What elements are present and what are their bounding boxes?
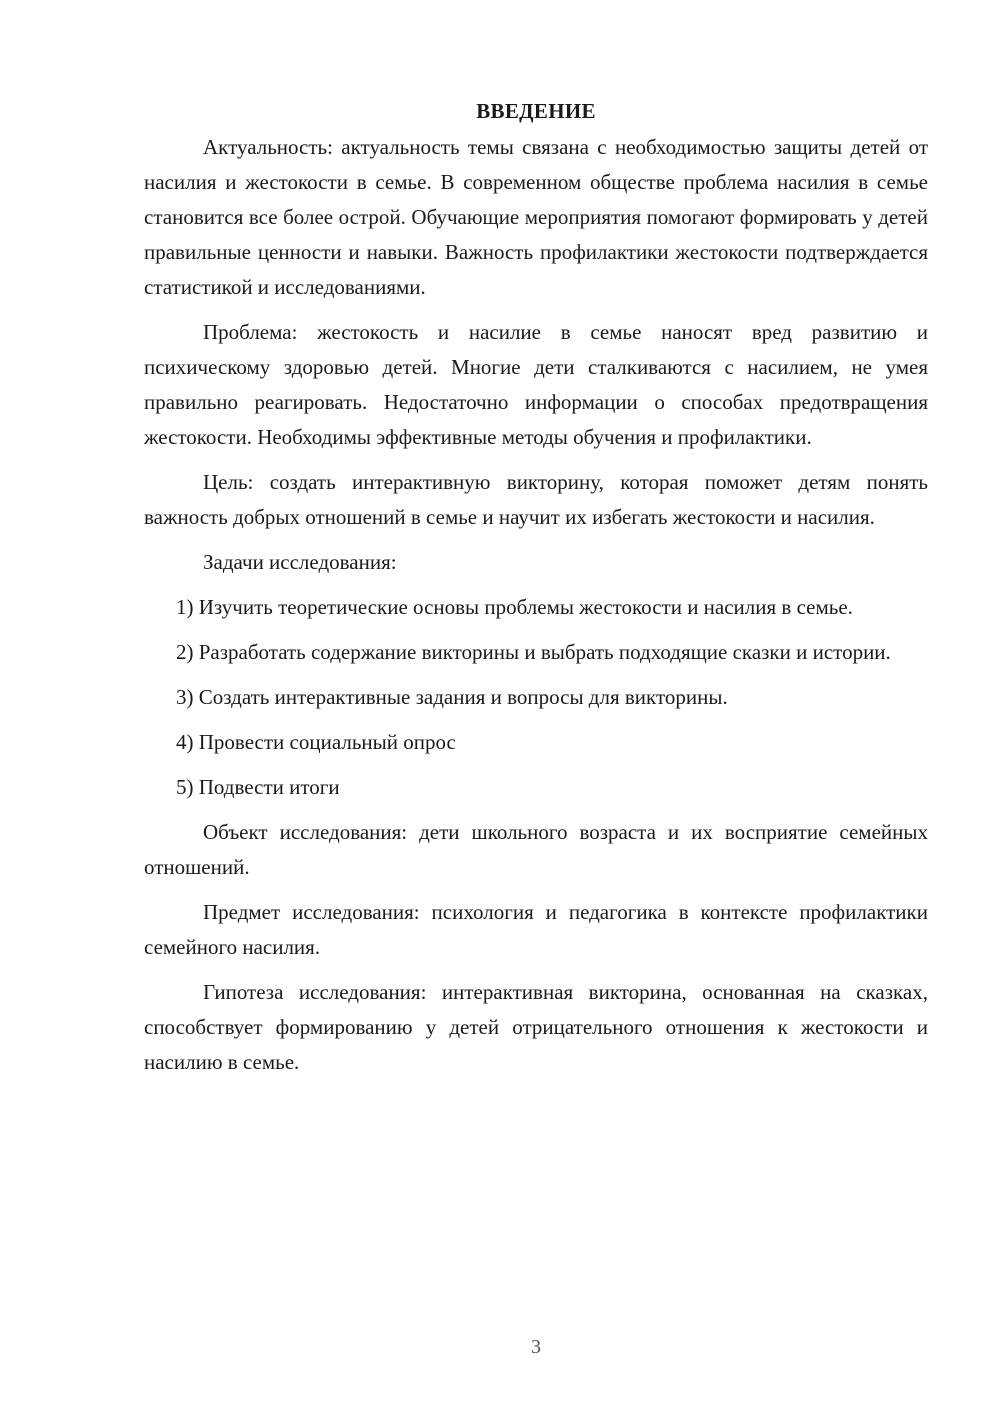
page-content — [144, 94, 928, 1080]
relevance-paragraph: Актуальность: актуальность темы связана с необходимостью защиты детей от насилия и жестокости в семье. В современном обществе проблема насилия в семье становится все более острой. Обучающие мероприятия помогают формировать у детей правильные ценности и навыки. Важность профилактики жестокости подтверждается статистикой и исследованиями. — [144, 135, 928, 299]
object-paragraph: Объект исследования: дети школьного возраста и их восприятие семейных отношений. — [144, 820, 928, 879]
subject-paragraph: Предмет исследования: психология и педагогика в контексте профилактики семейного насилия. — [144, 900, 928, 959]
task-item: 5) Подвести итоги — [176, 775, 340, 799]
task-item: 3) Создать интерактивные задания и вопросы для викторины. — [176, 685, 728, 709]
tasks-list — [144, 590, 928, 805]
task-item: 1) Изучить теоретические основы проблемы жестокости и насилия в семье. — [176, 595, 853, 619]
page-title: ВВЕДЕНИЕ — [476, 99, 596, 123]
page-number: 3 — [531, 1336, 541, 1358]
tasks-heading: Задачи исследования: — [203, 550, 397, 574]
task-item: 2) Разработать содержание викторины и выбрать подходящие сказки и истории. — [176, 640, 891, 664]
hypothesis-paragraph: Гипотеза исследования: интерактивная викторина, основанная на сказках, способствует формированию у детей отрицательного отношения к жестокости и насилию в семье. — [144, 980, 928, 1074]
goal-paragraph: Цель: создать интерактивную викторину, которая поможет детям понять важность добрых отношений в семье и научит их избегать жестокости и насилия. — [144, 470, 928, 529]
task-item: 4) Провести социальный опрос — [176, 730, 456, 754]
problem-paragraph: Проблема: жестокость и насилие в семье наносят вред развитию и психическому здоровью детей. Многие дети сталкиваются с насилием, не умея правильно реагировать. Недостаточно информации о способах предотвращения жестокости. Необходимы эффективные методы обучения и профилактики. — [144, 320, 928, 449]
